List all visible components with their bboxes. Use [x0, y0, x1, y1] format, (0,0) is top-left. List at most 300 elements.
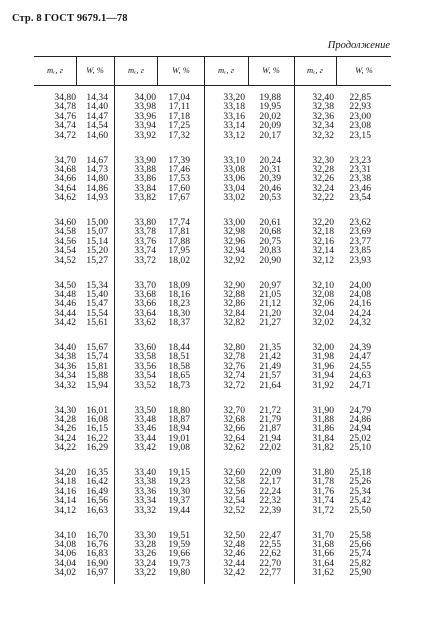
- mass-cell: 31,68: [312, 538, 334, 550]
- mass-cell: 31,76: [312, 485, 334, 497]
- moisture-cell: 18,94: [168, 423, 190, 435]
- moisture-cell: 22,02: [259, 442, 281, 454]
- moisture-cell: 25,66: [349, 538, 371, 550]
- mass-cell: 33,20: [223, 92, 245, 103]
- mass-cell: 32,18: [312, 226, 334, 238]
- moisture-cell: 18,51: [168, 351, 190, 363]
- moisture-cell: 25,82: [349, 557, 371, 569]
- moisture-cell: 19,44: [168, 504, 190, 516]
- mass-cell: 32,82: [223, 317, 245, 329]
- mass-cell: 32,48: [223, 538, 245, 550]
- moisture-cell: 25,50: [349, 504, 371, 516]
- moisture-cell: 15,40: [86, 288, 108, 300]
- mass-cell: 34,74: [54, 120, 76, 132]
- moisture-cell: 14,73: [86, 163, 108, 175]
- mass-cell: 33,12: [223, 129, 245, 141]
- moisture-cell: 20,90: [259, 254, 281, 266]
- moisture-cell: 18,44: [168, 342, 190, 353]
- moisture-cell: 25,90: [349, 567, 371, 579]
- mass-cell: 31,70: [312, 529, 334, 541]
- mass-cell: 33,16: [223, 110, 245, 122]
- mass-cell: 34,38: [54, 351, 76, 363]
- mass-cell: 32,14: [312, 245, 334, 257]
- column-header-mass-1: mₑ, г: [47, 65, 63, 75]
- mass-cell: 31,66: [312, 548, 334, 560]
- column-header-moisture-1: W, %: [86, 65, 104, 75]
- mass-cell: 32,58: [223, 476, 245, 488]
- moisture-cell: 21,35: [259, 342, 281, 353]
- column-divider: [114, 56, 115, 584]
- mass-cell: 32,00: [312, 342, 334, 353]
- column-divider: [294, 56, 295, 584]
- mass-cell: 31,94: [312, 370, 334, 382]
- mass-cell: 32,52: [223, 504, 245, 516]
- mass-cell: 32,40: [312, 92, 334, 103]
- moisture-cell: 21,49: [259, 360, 281, 372]
- mass-cell: 32,06: [312, 298, 334, 310]
- moisture-cell: 21,64: [259, 379, 281, 391]
- mass-cell: 33,34: [134, 495, 156, 507]
- mass-cell: 32,24: [312, 182, 334, 194]
- moisture-cell: 17,39: [168, 154, 190, 166]
- mass-cell: 32,90: [223, 279, 245, 291]
- mass-cell: 34,08: [54, 538, 76, 550]
- moisture-cell: 19,88: [259, 92, 281, 103]
- moisture-cell: 15,74: [86, 351, 108, 363]
- mass-cell: 32,98: [223, 226, 245, 238]
- moisture-cell: 17,74: [168, 217, 190, 228]
- moisture-cell: 16,70: [86, 529, 108, 541]
- moisture-cell: 22,09: [259, 467, 281, 478]
- mass-cell: 31,86: [312, 423, 334, 435]
- mass-cell: 32,28: [312, 163, 334, 175]
- mass-cell: 33,36: [134, 485, 156, 497]
- moisture-cell: 20,31: [259, 163, 281, 175]
- moisture-cell: 18,30: [168, 307, 190, 319]
- mass-cell: 31,62: [312, 567, 334, 579]
- moisture-cell: 15,88: [86, 370, 108, 382]
- mass-cell: 33,92: [134, 129, 156, 141]
- mass-cell: 34,12: [54, 504, 76, 516]
- mass-cell: 33,22: [134, 567, 156, 579]
- moisture-cell: 16,49: [86, 485, 108, 497]
- moisture-cell: 21,42: [259, 351, 281, 363]
- moisture-cell: 22,32: [259, 495, 281, 507]
- mass-cell: 34,22: [54, 442, 76, 454]
- moisture-cell: 16,56: [86, 495, 108, 507]
- moisture-cell: 22,39: [259, 504, 281, 516]
- mass-cell: 33,10: [223, 154, 245, 166]
- column-divider: [204, 56, 205, 584]
- moisture-cell: 14,80: [86, 173, 108, 185]
- mass-cell: 32,68: [223, 413, 245, 425]
- mass-cell: 32,62: [223, 442, 245, 454]
- mass-cell: 33,64: [134, 307, 156, 319]
- mass-cell: 32,08: [312, 288, 334, 300]
- table-header-rule: [34, 85, 391, 86]
- mass-cell: 33,18: [223, 101, 245, 113]
- mass-cell: 33,26: [134, 548, 156, 560]
- mass-cell: 32,02: [312, 317, 334, 329]
- mass-cell: 32,42: [223, 567, 245, 579]
- moisture-cell: 25,42: [349, 495, 371, 507]
- moisture-cell: 15,34: [86, 279, 108, 291]
- moisture-cell: 23,31: [349, 163, 371, 175]
- mass-cell: 32,84: [223, 307, 245, 319]
- moisture-cell: 16,15: [86, 423, 108, 435]
- column-header-moisture-3: W, %: [262, 65, 280, 75]
- mass-cell: 32,66: [223, 423, 245, 435]
- moisture-cell: 15,47: [86, 298, 108, 310]
- column-header-mass-4: mₑ, г: [307, 65, 323, 75]
- moisture-cell: 18,02: [168, 254, 190, 266]
- moisture-cell: 14,67: [86, 154, 108, 166]
- mass-cell: 32,20: [312, 217, 334, 228]
- moisture-cell: 22,62: [259, 548, 281, 560]
- mass-cell: 33,58: [134, 351, 156, 363]
- mass-cell: 34,48: [54, 288, 76, 300]
- mass-cell: 33,00: [223, 217, 245, 228]
- moisture-cell: 19,08: [168, 442, 190, 454]
- mass-cell: 32,50: [223, 529, 245, 541]
- mass-cell: 33,80: [134, 217, 156, 228]
- moisture-cell: 22,70: [259, 557, 281, 569]
- moisture-cell: 22,47: [259, 529, 281, 541]
- moisture-cell: 23,54: [349, 192, 371, 204]
- mass-cell: 33,52: [134, 379, 156, 391]
- mass-cell: 32,92: [223, 254, 245, 266]
- mass-cell: 32,76: [223, 360, 245, 372]
- moisture-cell: 16,08: [86, 413, 108, 425]
- mass-cell: 33,48: [134, 413, 156, 425]
- moisture-cell: 17,53: [168, 173, 190, 185]
- moisture-cell: 21,20: [259, 307, 281, 319]
- moisture-cell: 23,23: [349, 154, 371, 166]
- mass-cell: 33,96: [134, 110, 156, 122]
- mass-cell: 32,88: [223, 288, 245, 300]
- mass-cell: 33,38: [134, 476, 156, 488]
- moisture-cell: 25,74: [349, 548, 371, 560]
- mass-cell: 34,70: [54, 154, 76, 166]
- moisture-cell: 18,73: [168, 379, 190, 391]
- moisture-cell: 19,80: [168, 567, 190, 579]
- mass-cell: 33,40: [134, 467, 156, 478]
- moisture-cell: 17,60: [168, 182, 190, 194]
- moisture-cell: 14,40: [86, 101, 108, 113]
- mass-cell: 33,70: [134, 279, 156, 291]
- moisture-cell: 20,75: [259, 235, 281, 247]
- mass-cell: 33,30: [134, 529, 156, 541]
- mass-cell: 31,84: [312, 432, 334, 444]
- mass-cell: 31,78: [312, 476, 334, 488]
- mass-cell: 33,06: [223, 173, 245, 185]
- mass-cell: 33,44: [134, 432, 156, 444]
- moisture-cell: 20,17: [259, 129, 281, 141]
- moisture-cell: 22,77: [259, 567, 281, 579]
- mass-cell: 31,88: [312, 413, 334, 425]
- moisture-cell: 17,46: [168, 163, 190, 175]
- moisture-cell: 17,95: [168, 245, 190, 257]
- moisture-cell: 20,46: [259, 182, 281, 194]
- moisture-cell: 15,81: [86, 360, 108, 372]
- moisture-cell: 24,63: [349, 370, 371, 382]
- moisture-cell: 16,97: [86, 567, 108, 579]
- moisture-cell: 14,86: [86, 182, 108, 194]
- moisture-cell: 21,79: [259, 413, 281, 425]
- mass-cell: 34,64: [54, 182, 76, 194]
- column-header-moisture-4: W, %: [355, 65, 373, 75]
- moisture-cell: 17,18: [168, 110, 190, 122]
- column-divider: [248, 56, 249, 85]
- mass-cell: 34,04: [54, 557, 76, 569]
- moisture-cell: 21,94: [259, 432, 281, 444]
- mass-cell: 31,72: [312, 504, 334, 516]
- mass-cell: 34,62: [54, 192, 76, 204]
- mass-cell: 33,68: [134, 288, 156, 300]
- mass-cell: 34,20: [54, 467, 76, 478]
- mass-cell: 33,56: [134, 360, 156, 372]
- mass-cell: 31,92: [312, 379, 334, 391]
- mass-cell: 32,10: [312, 279, 334, 291]
- moisture-cell: 15,54: [86, 307, 108, 319]
- moisture-cell: 21,05: [259, 288, 281, 300]
- mass-cell: 33,88: [134, 163, 156, 175]
- mass-cell: 31,90: [312, 404, 334, 416]
- mass-cell: 33,86: [134, 173, 156, 185]
- mass-cell: 34,68: [54, 163, 76, 175]
- moisture-cell: 23,93: [349, 254, 371, 266]
- mass-cell: 32,36: [312, 110, 334, 122]
- moisture-cell: 24,94: [349, 423, 371, 435]
- mass-cell: 32,26: [312, 173, 334, 185]
- moisture-cell: 18,23: [168, 298, 190, 310]
- moisture-cell: 18,09: [168, 279, 190, 291]
- moisture-cell: 24,08: [349, 288, 371, 300]
- moisture-cell: 24,32: [349, 317, 371, 329]
- mass-cell: 32,74: [223, 370, 245, 382]
- moisture-cell: 23,15: [349, 129, 371, 141]
- mass-cell: 31,74: [312, 495, 334, 507]
- moisture-cell: 17,32: [168, 129, 190, 141]
- moisture-cell: 23,46: [349, 182, 371, 194]
- moisture-cell: 20,68: [259, 226, 281, 238]
- moisture-cell: 18,80: [168, 404, 190, 416]
- mass-cell: 31,98: [312, 351, 334, 363]
- mass-cell: 34,54: [54, 245, 76, 257]
- moisture-cell: 17,88: [168, 235, 190, 247]
- moisture-cell: 16,42: [86, 476, 108, 488]
- moisture-cell: 15,94: [86, 379, 108, 391]
- moisture-cell: 19,66: [168, 548, 190, 560]
- moisture-cell: 23,00: [349, 110, 371, 122]
- moisture-cell: 25,10: [349, 442, 371, 454]
- mass-cell: 33,60: [134, 342, 156, 353]
- moisture-cell: 20,53: [259, 192, 281, 204]
- moisture-cell: 24,24: [349, 307, 371, 319]
- moisture-cell: 22,85: [349, 92, 371, 103]
- mass-cell: 32,56: [223, 485, 245, 497]
- mass-cell: 34,60: [54, 217, 76, 228]
- mass-cell: 32,30: [312, 154, 334, 166]
- mass-cell: 33,32: [134, 504, 156, 516]
- column-header-mass-3: mₑ, г: [218, 65, 234, 75]
- moisture-cell: 19,95: [259, 101, 281, 113]
- moisture-cell: 18,58: [168, 360, 190, 372]
- mass-cell: 34,80: [54, 92, 76, 103]
- moisture-cell: 15,14: [86, 235, 108, 247]
- mass-cell: 34,26: [54, 423, 76, 435]
- moisture-cell: 15,67: [86, 342, 108, 353]
- mass-cell: 34,56: [54, 235, 76, 247]
- mass-cell: 34,46: [54, 298, 76, 310]
- mass-cell: 34,42: [54, 317, 76, 329]
- moisture-cell: 16,76: [86, 538, 108, 550]
- mass-cell: 33,66: [134, 298, 156, 310]
- mass-cell: 32,78: [223, 351, 245, 363]
- mass-cell: 33,72: [134, 254, 156, 266]
- moisture-cell: 20,97: [259, 279, 281, 291]
- mass-cell: 33,42: [134, 442, 156, 454]
- mass-cell: 32,70: [223, 404, 245, 416]
- moisture-cell: 17,81: [168, 226, 190, 238]
- moisture-cell: 20,09: [259, 120, 281, 132]
- mass-cell: 32,72: [223, 379, 245, 391]
- mass-cell: 33,82: [134, 192, 156, 204]
- moisture-cell: 22,24: [259, 485, 281, 497]
- moisture-cell: 23,38: [349, 173, 371, 185]
- moisture-cell: 20,39: [259, 173, 281, 185]
- mass-cell: 34,40: [54, 342, 76, 353]
- moisture-cell: 18,16: [168, 288, 190, 300]
- mass-cell: 33,28: [134, 538, 156, 550]
- moisture-cell: 17,25: [168, 120, 190, 132]
- mass-cell: 34,50: [54, 279, 76, 291]
- column-divider: [157, 56, 158, 85]
- moisture-cell: 23,62: [349, 217, 371, 228]
- moisture-cell: 20,24: [259, 154, 281, 166]
- mass-cell: 34,78: [54, 101, 76, 113]
- moisture-cell: 15,61: [86, 317, 108, 329]
- mass-cell: 34,72: [54, 129, 76, 141]
- column-header-mass-2: mₑ, г: [128, 65, 144, 75]
- moisture-cell: 17,11: [168, 101, 190, 113]
- moisture-cell: 25,34: [349, 485, 371, 497]
- moisture-cell: 18,37: [168, 317, 190, 329]
- moisture-cell: 21,12: [259, 298, 281, 310]
- mass-cell: 33,02: [223, 192, 245, 204]
- moisture-cell: 22,93: [349, 101, 371, 113]
- moisture-cell: 16,01: [86, 404, 108, 416]
- mass-cell: 34,36: [54, 360, 76, 372]
- mass-cell: 34,24: [54, 432, 76, 444]
- moisture-cell: 22,17: [259, 476, 281, 488]
- mass-cell: 33,84: [134, 182, 156, 194]
- mass-cell: 34,28: [54, 413, 76, 425]
- moisture-cell: 19,37: [168, 495, 190, 507]
- mass-cell: 32,80: [223, 342, 245, 353]
- moisture-cell: 18,87: [168, 413, 190, 425]
- moisture-cell: 20,61: [259, 217, 281, 228]
- mass-cell: 33,24: [134, 557, 156, 569]
- moisture-cell: 24,47: [349, 351, 371, 363]
- moisture-cell: 24,16: [349, 298, 371, 310]
- moisture-cell: 15,00: [86, 217, 108, 228]
- mass-cell: 33,46: [134, 423, 156, 435]
- mass-cell: 32,86: [223, 298, 245, 310]
- mass-cell: 33,74: [134, 245, 156, 257]
- table-top-rule: [34, 56, 391, 57]
- mass-cell: 33,14: [223, 120, 245, 132]
- moisture-cell: 16,29: [86, 442, 108, 454]
- mass-cell: 32,16: [312, 235, 334, 247]
- column-divider: [336, 56, 337, 85]
- mass-cell: 34,10: [54, 529, 76, 541]
- mass-cell: 32,46: [223, 548, 245, 560]
- moisture-cell: 19,01: [168, 432, 190, 444]
- moisture-cell: 21,72: [259, 404, 281, 416]
- mass-cell: 32,12: [312, 254, 334, 266]
- mass-cell: 32,96: [223, 235, 245, 247]
- moisture-cell: 14,60: [86, 129, 108, 141]
- moisture-cell: 25,26: [349, 476, 371, 488]
- moisture-cell: 15,20: [86, 245, 108, 257]
- mass-cell: 34,66: [54, 173, 76, 185]
- moisture-cell: 22,55: [259, 538, 281, 550]
- mass-cell: 33,50: [134, 404, 156, 416]
- moisture-cell: 16,83: [86, 548, 108, 560]
- moisture-cell: 19,23: [168, 476, 190, 488]
- mass-cell: 33,98: [134, 101, 156, 113]
- moisture-cell: 19,15: [168, 467, 190, 478]
- mass-cell: 33,08: [223, 163, 245, 175]
- mass-cell: 32,38: [312, 101, 334, 113]
- moisture-cell: 19,73: [168, 557, 190, 569]
- moisture-cell: 23,85: [349, 245, 371, 257]
- moisture-cell: 17,67: [168, 192, 190, 204]
- moisture-cell: 21,27: [259, 317, 281, 329]
- mass-cell: 31,96: [312, 360, 334, 372]
- page-header: Стр. 8 ГОСТ 9679.1—78: [12, 13, 128, 24]
- moisture-cell: 16,35: [86, 467, 108, 478]
- moisture-cell: 21,87: [259, 423, 281, 435]
- moisture-cell: 23,69: [349, 226, 371, 238]
- moisture-cell: 24,86: [349, 413, 371, 425]
- moisture-cell: 14,34: [86, 92, 108, 103]
- mass-cell: 32,32: [312, 129, 334, 141]
- moisture-cell: 14,54: [86, 120, 108, 132]
- moisture-cell: 20,02: [259, 110, 281, 122]
- mass-cell: 32,60: [223, 467, 245, 478]
- mass-cell: 32,44: [223, 557, 245, 569]
- moisture-cell: 25,58: [349, 529, 371, 541]
- moisture-cell: 24,79: [349, 404, 371, 416]
- moisture-cell: 16,90: [86, 557, 108, 569]
- mass-cell: 32,64: [223, 432, 245, 444]
- mass-cell: 34,52: [54, 254, 76, 266]
- mass-cell: 31,64: [312, 557, 334, 569]
- mass-cell: 34,18: [54, 476, 76, 488]
- mass-cell: 34,02: [54, 567, 76, 579]
- moisture-cell: 15,07: [86, 226, 108, 238]
- moisture-cell: 25,18: [349, 467, 371, 478]
- mass-cell: 34,58: [54, 226, 76, 238]
- moisture-cell: 16,63: [86, 504, 108, 516]
- mass-cell: 34,06: [54, 548, 76, 560]
- mass-cell: 34,32: [54, 379, 76, 391]
- mass-cell: 33,90: [134, 154, 156, 166]
- mass-cell: 33,54: [134, 370, 156, 382]
- mass-cell: 33,78: [134, 226, 156, 238]
